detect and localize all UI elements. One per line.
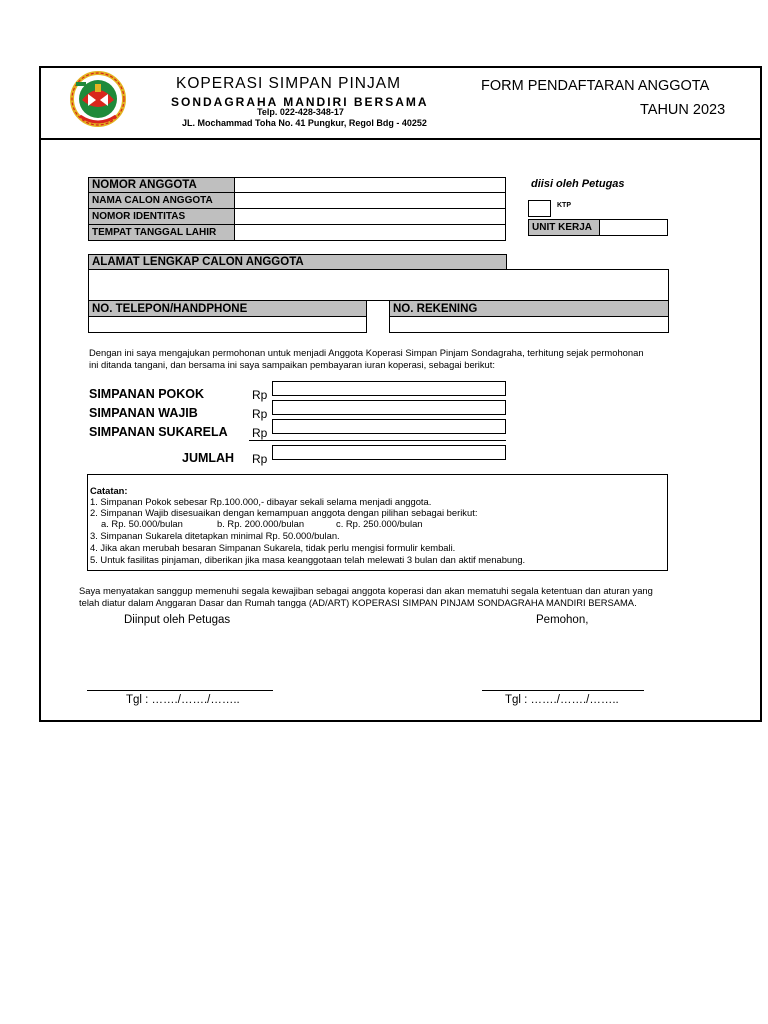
label-unit-kerja: UNIT KERJA xyxy=(528,219,600,236)
pemohon-signature-line[interactable] xyxy=(482,690,644,691)
rp-sukarela: Rp xyxy=(252,426,268,440)
cooperative-emblem-icon xyxy=(66,70,130,128)
pemohon-date: Tgl : ……./……./…….. xyxy=(505,694,619,706)
petugas-note: diisi oleh Petugas xyxy=(531,178,625,190)
catatan-line-4: 4. Jika akan merubah besaran Simpanan Sukarela, tidak perlu mengisi formulir kembali. xyxy=(90,542,456,553)
label-alamat: ALAMAT LENGKAP CALON ANGGOTA xyxy=(88,254,507,270)
petugas-signature-line[interactable] xyxy=(87,690,273,691)
rekening-field[interactable] xyxy=(389,316,669,333)
pemohon-signature-label: Pemohon, xyxy=(536,614,589,626)
catatan-line-2: 2. Simpanan Wajib disesuaikan dengan kemampuan anggota dengan pilihan sebagai berikut: xyxy=(90,507,478,518)
ttl-field[interactable] xyxy=(234,224,506,241)
label-nomor-identitas: NOMOR IDENTITAS xyxy=(88,208,235,225)
ktp-checkbox[interactable] xyxy=(528,200,551,217)
form-title: FORM PENDAFTARAN ANGGOTA xyxy=(481,78,710,94)
catatan-option-c: c. Rp. 250.000/bulan xyxy=(336,518,423,529)
header-divider xyxy=(39,138,762,140)
label-simpanan-wajib: SIMPANAN WAJIB xyxy=(89,406,198,420)
org-subname: SONDAGRAHA MANDIRI BERSAMA xyxy=(171,95,429,109)
nomor-anggota-field[interactable] xyxy=(234,177,506,193)
catatan-option-a: a. Rp. 50.000/bulan xyxy=(101,518,183,529)
label-rekening: NO. REKENING xyxy=(389,300,669,317)
label-jumlah: JUMLAH xyxy=(182,451,235,465)
label-telepon: NO. TELEPON/HANDPHONE xyxy=(88,300,367,317)
petugas-date: Tgl : ……./……./…….. xyxy=(126,694,240,706)
telepon-field[interactable] xyxy=(88,316,367,333)
simpanan-sukarela-field[interactable] xyxy=(272,419,506,434)
label-ttl: TEMPAT TANGGAL LAHIR xyxy=(88,224,235,241)
intro-line-1: Dengan ini saya mengajukan permohonan untuk menjadi Anggota Koperasi Simpan Pinjam Sondagraha, terhitung sejak permohonan xyxy=(89,347,644,358)
statement-line-1: Saya menyatakan sanggup memenuhi segala kewajiban sebagai anggota koperasi dan akan mematuhi segala ketentuan dan aturan yang xyxy=(79,585,653,596)
total-divider xyxy=(249,440,506,441)
ktp-label: KTP xyxy=(557,202,571,209)
org-name: KOPERASI SIMPAN PINJAM xyxy=(176,75,401,92)
catatan-title: Catatan: xyxy=(90,485,128,496)
label-simpanan-sukarela: SIMPANAN SUKARELA xyxy=(89,425,228,439)
intro-line-2: ini ditanda tangani, dan bersama ini saya sampaikan pembayaran iuran koperasi, sebagai berikut: xyxy=(89,359,495,370)
rp-wajib: Rp xyxy=(252,407,268,421)
rp-pokok: Rp xyxy=(252,388,268,402)
alamat-field-line1[interactable] xyxy=(88,269,669,287)
jumlah-field[interactable] xyxy=(272,445,506,460)
catatan-option-b: b. Rp. 200.000/bulan xyxy=(217,518,305,529)
nama-calon-field[interactable] xyxy=(234,192,506,209)
label-nama-calon: NAMA CALON ANGGOTA xyxy=(88,192,235,209)
org-phone: Telp. 022-428-348-17 xyxy=(257,107,344,117)
petugas-signature-label: Diinput oleh Petugas xyxy=(124,614,231,626)
unit-kerja-field[interactable] xyxy=(599,219,668,236)
simpanan-pokok-field[interactable] xyxy=(272,381,506,396)
statement-line-2: telah diatur dalam Anggaran Dasar dan Rumah tangga (AD/ART) KOPERASI SIMPAN PINJAM SONDAGRAHA MANDIRI BERSAMA. xyxy=(79,597,637,608)
alamat-field-line2[interactable] xyxy=(88,286,669,301)
org-address: JL. Mochammad Toha No. 41 Pungkur, Regol Bdg - 40252 xyxy=(182,118,427,128)
form-year: TAHUN 2023 xyxy=(640,102,726,118)
label-simpanan-pokok: SIMPANAN POKOK xyxy=(89,387,205,401)
simpanan-wajib-field[interactable] xyxy=(272,400,506,415)
label-nomor-anggota: NOMOR ANGGOTA xyxy=(88,177,235,193)
catatan-line-3: 3. Simpanan Sukarela ditetapkan minimal Rp. 50.000/bulan. xyxy=(90,530,340,541)
catatan-line-5: 5. Untuk fasilitas pinjaman, diberikan jika masa keanggotaan telah melewati 3 bulan dan aktif menabung. xyxy=(90,554,526,565)
catatan-line-1: 1. Simpanan Pokok sebesar Rp.100.000,- dibayar sekali selama menjadi anggota. xyxy=(90,496,432,507)
rp-jumlah: Rp xyxy=(252,452,268,466)
nomor-identitas-field[interactable] xyxy=(234,208,506,225)
